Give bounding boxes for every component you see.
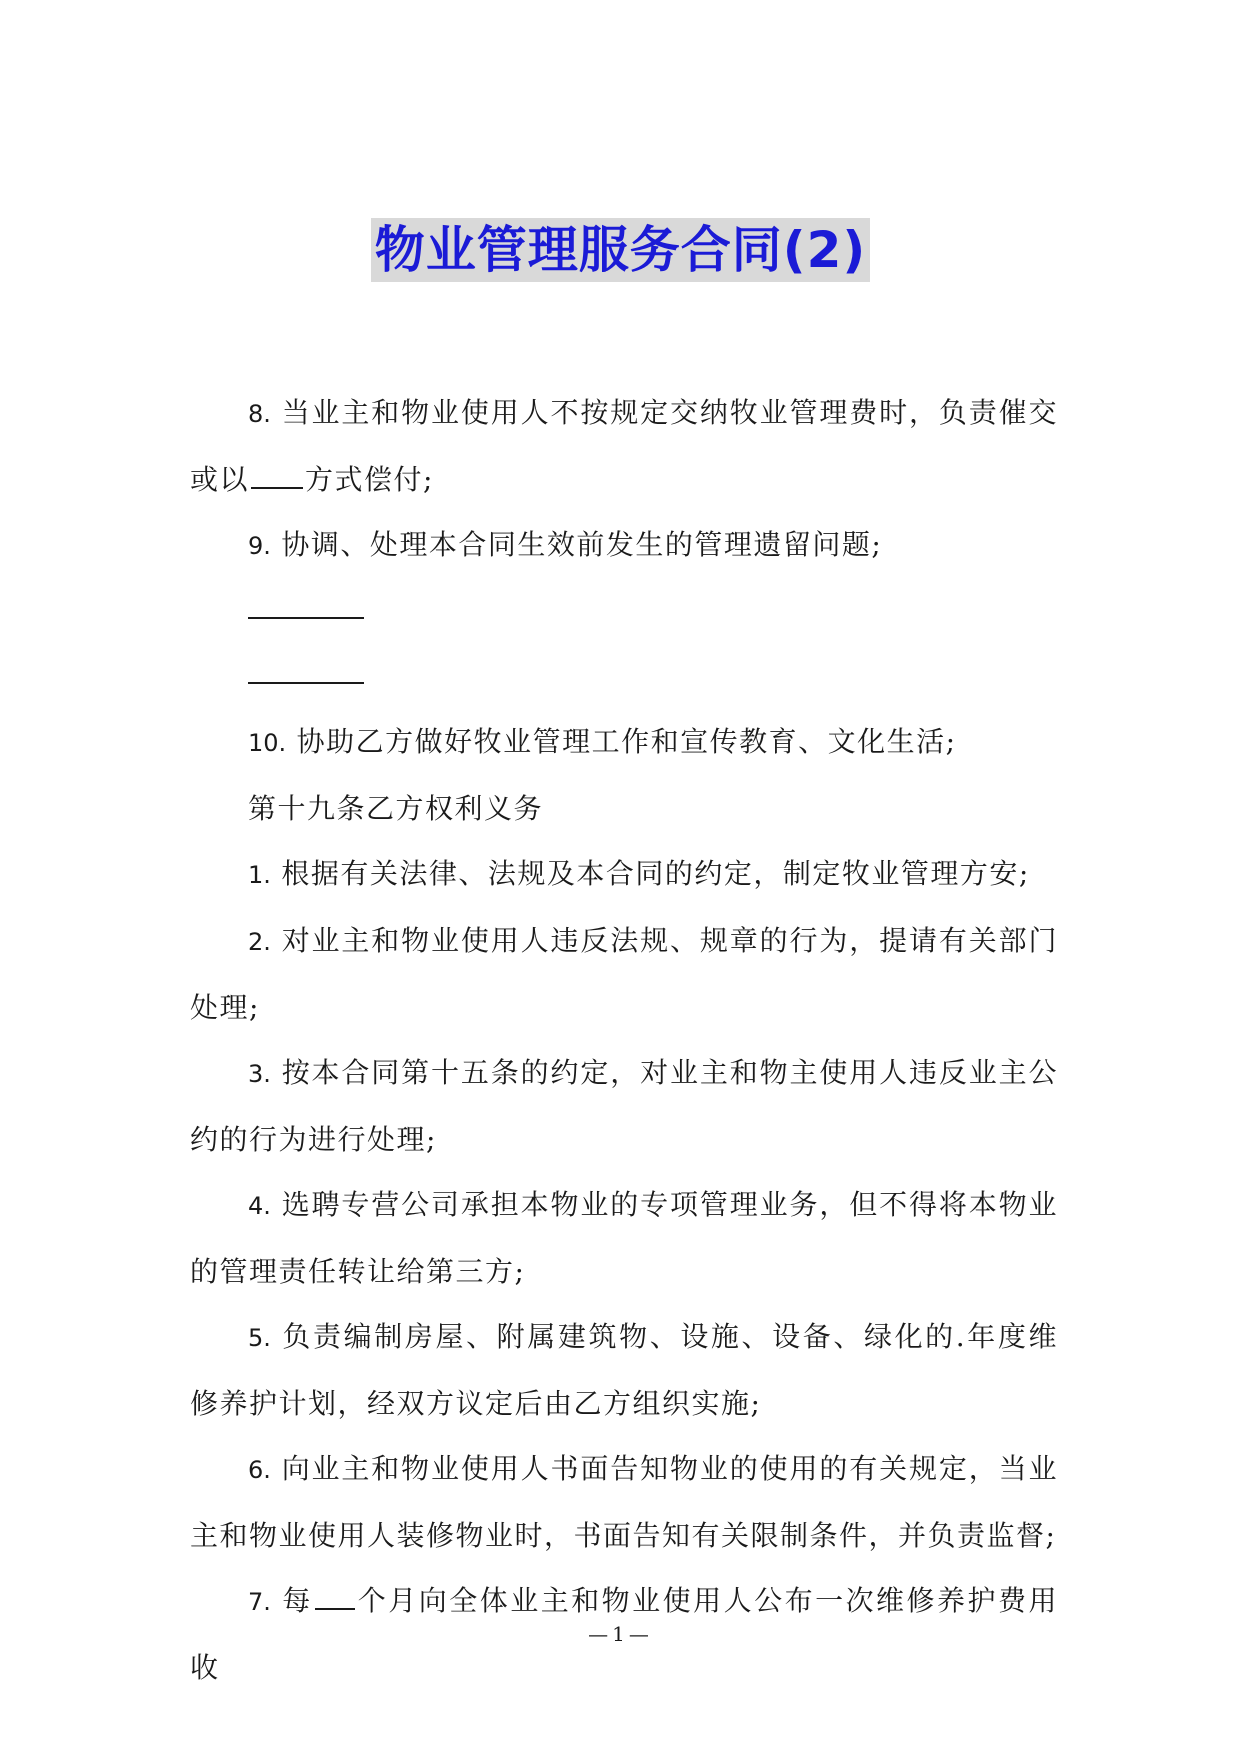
article-heading-text: 第十九条乙方权利义务 [248, 792, 544, 825]
blank-line-2 [190, 644, 1058, 709]
clause-number: 7. [248, 1588, 271, 1616]
document-body [190, 380, 1058, 1700]
blank-underline [248, 682, 364, 684]
clause-text: 按本合同第十五条的约定，对业主和物主使用人违反业主公约的行为进行处理; [190, 1056, 1058, 1156]
clause-number: 3. [248, 1060, 271, 1088]
clause-number: 9. [248, 532, 271, 560]
clause-text: 对业主和物业使用人违反法规、规章的行为，提请有关部门处理; [190, 924, 1058, 1024]
document-title: 物业管理服务合同(2) [371, 218, 871, 282]
clause-text: 个月向全体业主和物业使用人公布一次维修养护费用收 [190, 1584, 1058, 1684]
page-number: —1— [588, 1622, 653, 1646]
clause-text: 负责编制房屋、附属建筑物、设施、设备、绿化的.年度维修养护计划，经双方议定后由乙方组织实施; [190, 1320, 1058, 1420]
clause-9 [190, 512, 1058, 579]
clause-10 [190, 709, 1058, 776]
clause-text: 当业主和物业使用人不按规定交纳牧业管理费时，负责催交或以 [190, 396, 1058, 496]
clause-number: 6. [248, 1456, 271, 1484]
clause-text: 方式偿付; [305, 463, 434, 496]
clause-text: 每 [282, 1584, 313, 1617]
title-container [0, 218, 1241, 282]
fill-in-blank [251, 465, 303, 489]
blank-line-1 [190, 579, 1058, 644]
clause-text: 协调、处理本合同生效前发生的管理遗留问题; [281, 528, 883, 561]
duty-6 [190, 1436, 1058, 1568]
clause-number: 5. [248, 1324, 271, 1352]
duty-1 [190, 841, 1058, 908]
clause-text: 协助乙方做好牧业管理工作和宣传教育、文化生活; [296, 725, 957, 758]
clause-text: 选聘专营公司承担本物业的专项管理业务，但不得将本物业的管理责任转让给第三方; [190, 1188, 1058, 1288]
blank-underline [248, 617, 364, 619]
fill-in-blank [315, 1586, 355, 1610]
clause-number: 2. [248, 928, 271, 956]
clause-number: 4. [248, 1192, 271, 1220]
duty-2 [190, 908, 1058, 1040]
article-19-heading [190, 776, 1058, 841]
clause-text: 向业主和物业使用人书面告知物业的使用的有关规定，当业主和物业使用人装修物业时，书面告知有关限制条件，并负责监督; [190, 1452, 1058, 1552]
clause-number: 8. [248, 400, 271, 428]
duty-4 [190, 1172, 1058, 1304]
clause-8 [190, 380, 1058, 512]
clause-number: 10. [248, 729, 287, 757]
duty-3 [190, 1040, 1058, 1172]
duty-5 [190, 1304, 1058, 1436]
clause-text: 根据有关法律、法规及本合同的约定，制定牧业管理方安; [281, 857, 1030, 890]
clause-number: 1. [248, 861, 271, 889]
